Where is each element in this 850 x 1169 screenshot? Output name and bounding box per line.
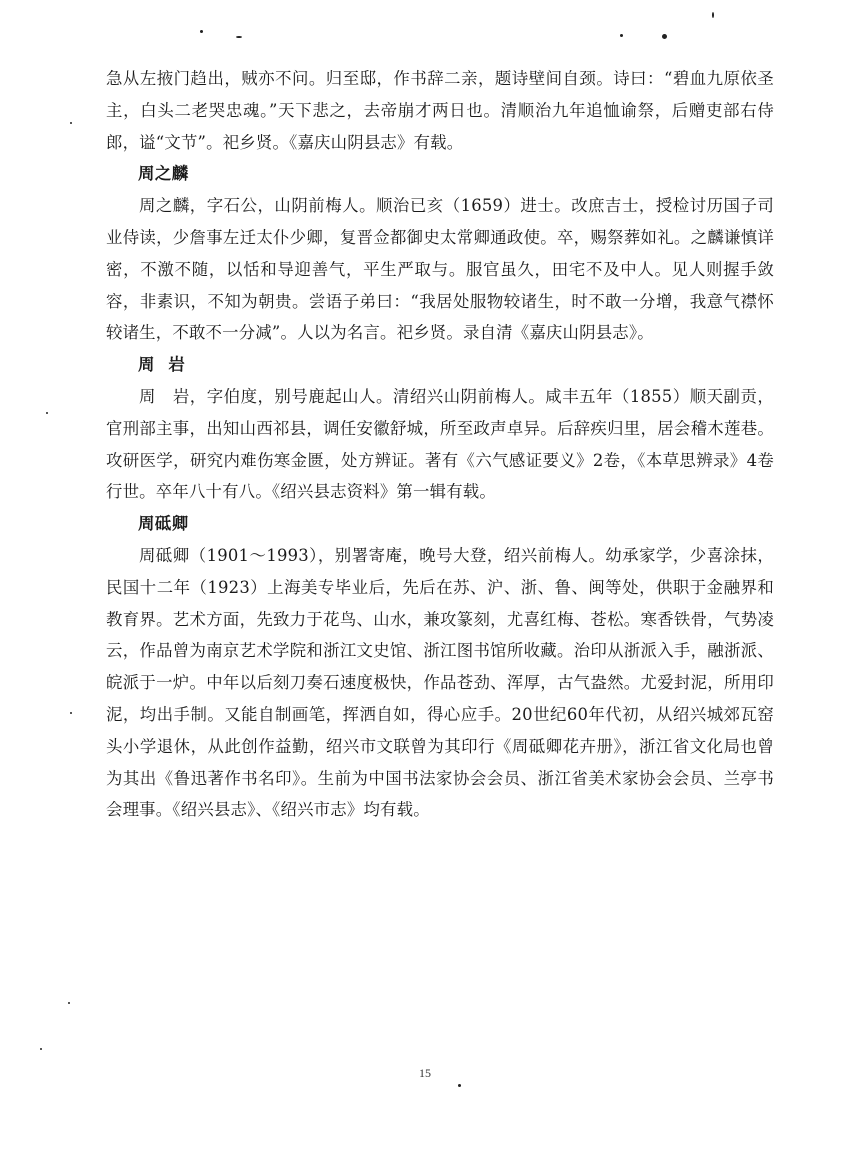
scan-speck (46, 412, 48, 414)
entry-heading: 周之麟 (138, 164, 189, 184)
body-paragraph: 急从左掖门趋出，贼亦不问。归至邸，作书辞二亲，题诗壁间自颈。诗曰：“碧血九原依圣主，白头二老哭忠魂。”天下悲之，去帝崩才两日也。清顺治九年追恤谕祭，后赠吏部右侍郎，谥“文节”。祀乡贤。《嘉庆山阴县志》有载。 (106, 69, 774, 152)
scan-speck (70, 712, 72, 714)
scan-speck (662, 34, 667, 39)
entry-heading: 周岩 (138, 355, 199, 375)
body-paragraph: 周 岩，字伯度，别号鹿起山人。清绍兴山阴前梅人。咸丰五年（1855）顺天副贡，官刑部主事，出知山西祁县，调任安徽舒城，所至政声卓异。后辞疾归里，居会稽木莲巷。攻研医学，研究内难伤寒金匮，处方辨证。著有《六气感证要义》2卷，《本草思辨录》4卷行世。卒年八十有八。《绍兴县志资料》第一辑有载。 (106, 386, 774, 502)
entry-heading: 周砥卿 (138, 514, 189, 534)
page-number: 15 (419, 1066, 431, 1080)
scan-speck (40, 1048, 42, 1050)
scan-speck (458, 1084, 461, 1087)
document-body (106, 63, 774, 826)
body-paragraph: 周之麟，字石公，山阴前梅人。顺治已亥（1659）进士。改庶吉士，授检讨历国子司业侍读，少詹事左迁太仆少卿，复晋佥都御史太常卿通政使。卒，赐祭葬如礼。之麟谦慎详密，不激不随，以恬和导迎善气，平生严取与。服官虽久，田宅不及中人。见人则握手敛容，非素识，不知为朝贵。尝语子弟曰：“我居处服物较诸生，时不敢一分增，我意气襟怀较诸生，不敢不一分减”。人以为名言。祀乡贤。录自清《嘉庆山阴县志》。 (106, 196, 774, 343)
scan-speck (200, 30, 203, 33)
scan-speck (620, 34, 623, 37)
scan-speck (70, 122, 72, 124)
scan-speck (68, 1002, 70, 1004)
body-paragraph: 周砥卿（1901～1993），别署寄庵，晚号大登，绍兴前梅人。幼承家学，少喜涂抹，民国十二年（1923）上海美专毕业后，先后在苏、沪、浙、鲁、闽等处，供职于金融界和教育界。艺术方面，先致力于花鸟、山水，兼攻篆刻，尤喜红梅、苍松。寒香铁骨，气势凌云，作品曾为南京艺术学院和浙江文史馆、浙江图书馆所收藏。治印从浙派入手，融浙派、皖派于一炉。中年以后刻刀奏石速度极快，作品苍劲、浑厚，古气盎然。尤爱封泥，所用印泥，均出手制。又能自制画笔，挥洒自如，得心应手。20世纪60年代初，从绍兴城郊瓦窑头小学退休，从此创作益勤，绍兴市文联曾为其印行《周砥卿花卉册》，浙江省文化局也曾为其出《鲁迅著作书名印》。生前为中国书法家协会会员、浙江省美术家协会会员、兰亭书会理事。《绍兴县志》、《绍兴市志》均有载。 (106, 545, 774, 820)
scan-speck (712, 12, 714, 18)
scan-speck (236, 36, 242, 38)
